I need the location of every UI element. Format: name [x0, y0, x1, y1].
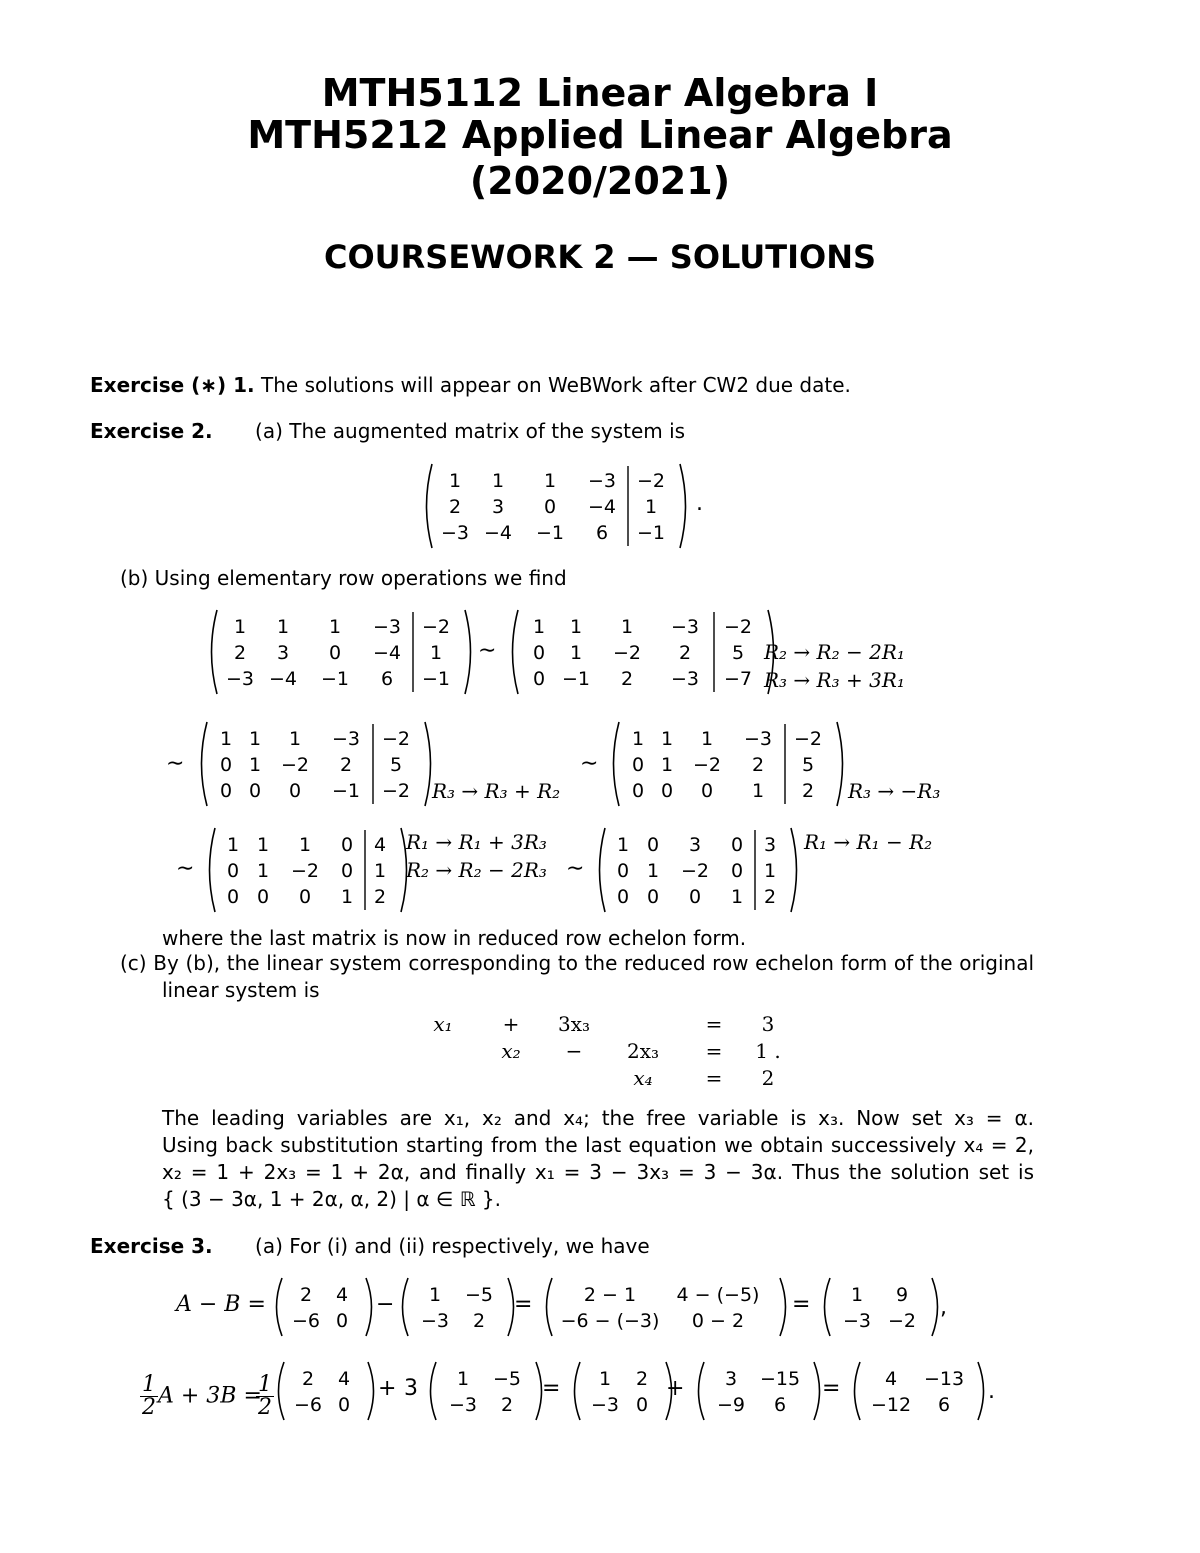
title-course-1: MTH5112 Linear Algebra I [321, 71, 879, 115]
row-op-matrix-3 [607, 720, 849, 812]
exercise-2c-intro [120, 950, 1034, 1004]
matrix-entry: −2 [280, 753, 310, 776]
left-paren [513, 610, 519, 694]
augmented-matrix [420, 462, 692, 554]
matrix-entry: −2 [793, 727, 823, 750]
row-op-6: R₂ → R₂ − 2R₃ [406, 858, 547, 882]
matrix-entry: 1 [429, 641, 443, 664]
matrix-svg [607, 720, 849, 808]
left-paren [614, 722, 620, 806]
matrix-svg [195, 720, 437, 808]
matrix-entry: 0 [730, 833, 744, 856]
matrix-entry: 1 [598, 1367, 612, 1390]
matrix-entry: −3 [670, 615, 700, 638]
matrix-entry: 1 [233, 615, 247, 638]
system-cell [548, 1064, 600, 1091]
matrix-entry: 1 [543, 469, 557, 492]
matrix-entry: 1 [751, 779, 765, 802]
row-op-matrix-4 [203, 826, 413, 918]
matrix-svg [270, 1276, 378, 1338]
half-den: 2 [142, 1395, 156, 1420]
matrix-entry: 0 [635, 1393, 649, 1416]
matrix-svg [506, 608, 780, 696]
matrix-svg [203, 826, 413, 914]
matrix-svg [540, 1276, 792, 1338]
left-paren [600, 828, 606, 912]
matrix-entry: −3 [842, 1309, 872, 1332]
system-cell [474, 1064, 548, 1091]
matrix-entry: 2 [751, 753, 765, 776]
exercise-1-label: Exercise (∗) 1. [90, 373, 255, 397]
matrix-entry: −3 [587, 469, 617, 492]
solution-line-4: { (3 − 3α, 1 + 2α, α, 2) | α ∈ ℝ }. [162, 1187, 502, 1211]
matrix-entry: −3 [372, 615, 402, 638]
matrix-entry: 0 − 2 [691, 1309, 745, 1332]
matrix-entry: 1 [491, 469, 505, 492]
row-op-5: R₁ → R₁ + 3R₃ [406, 830, 547, 854]
matrix-entry: 1 [248, 727, 262, 750]
left-paren [547, 1278, 553, 1336]
matrix-entry: −3 [448, 1393, 478, 1416]
matrix-entry: −6 − (−3) [560, 1309, 660, 1332]
matrix-A-minus-B [818, 1276, 944, 1342]
system-cell: x₄ [633, 1065, 653, 1090]
system-cell: 3x₃ [557, 1011, 591, 1036]
matrix-entry: 3 [763, 833, 777, 856]
matrix-entry: −2 [680, 859, 710, 882]
eq2-period: . [988, 1379, 995, 1404]
matrix-entry: 1 [620, 615, 634, 638]
subtitle: COURSEWORK 2 — SOLUTIONS [323, 238, 877, 276]
matrix-svg [272, 1360, 380, 1422]
matrix-entry: 2 [373, 885, 387, 908]
matrix-entry: 1 [248, 753, 262, 776]
system-cell: = [705, 1011, 723, 1036]
row-op-3: R₃ → R₃ + R₂ [432, 779, 561, 803]
system-row [412, 1064, 794, 1091]
matrix-entry: −12 [870, 1393, 912, 1416]
row-op-2: R₃ → R₃ + 3R₁ [764, 668, 905, 692]
system-cell: 3 [761, 1011, 775, 1036]
similar-symbol-3: ∼ [580, 751, 599, 776]
matrix-entry: −2 [421, 615, 451, 638]
row-op-matrix-2 [195, 720, 437, 812]
left-paren [575, 1362, 581, 1420]
exercise-2c-line-1: (c) By (b), the linear system corresponding to the reduced row echelon form of the original [120, 951, 1034, 975]
left-paren [279, 1362, 285, 1420]
left-paren [825, 1278, 831, 1336]
half-num: 1 [142, 1372, 156, 1397]
eq2-three: 3 [404, 1376, 418, 1401]
matrix-svg [818, 1276, 944, 1338]
matrix-entry: −1 [561, 667, 591, 690]
system-cell: = [705, 1038, 723, 1063]
matrix-entry: 0 [226, 885, 240, 908]
matrix-entry: 0 [646, 833, 660, 856]
system-row [412, 1037, 794, 1064]
matrix-entry: 1 [644, 495, 658, 518]
matrix-entry: 1 [256, 833, 270, 856]
matrix-result-2 [848, 1360, 990, 1426]
matrix-svg [692, 1360, 826, 1422]
matrix-entry: −1 [331, 779, 361, 802]
exercise-2c-solution [162, 1105, 1034, 1213]
system-cell: − [565, 1038, 583, 1063]
matrix-entry: −3 [225, 667, 255, 690]
matrix-entry: 2 [299, 1283, 313, 1306]
matrix-svg [424, 1360, 548, 1422]
eq2-lhs-tail: A + 3B = [158, 1383, 262, 1409]
system-cell [412, 1037, 474, 1064]
matrix-svg [593, 826, 803, 914]
matrix-entry: 2 [500, 1393, 514, 1416]
matrix-entry: −3 [743, 727, 773, 750]
matrix-entry: −1 [421, 667, 451, 690]
matrix-entry: −15 [759, 1367, 801, 1390]
matrix-entry: 1 [219, 727, 233, 750]
right-paren [465, 610, 471, 694]
matrix-entry: 1 [298, 833, 312, 856]
matrix-entry: 0 [340, 833, 354, 856]
row-op-7: R₁ → R₁ − R₂ [804, 830, 933, 854]
matrix-half-A [568, 1360, 678, 1426]
row-op-matrix-5 [593, 826, 803, 918]
exercise-1 [90, 373, 851, 397]
row-op-1: R₂ → R₂ − 2R₁ [764, 640, 905, 664]
matrix-entry: 5 [389, 753, 403, 776]
matrix-entry: −7 [723, 667, 753, 690]
matrix-entry: −3 [420, 1309, 450, 1332]
matrix-entry: −3 [590, 1393, 620, 1416]
left-paren [212, 610, 218, 694]
title-course-2: MTH5212 Applied Linear Algebra [247, 113, 953, 157]
matrix-entry: 1 [763, 859, 777, 882]
matrix-entry: 0 [646, 885, 660, 908]
matrix-svg [420, 462, 692, 550]
eq1-comma: , [940, 1295, 947, 1320]
system-cell: x₁ [433, 1011, 453, 1036]
half-fraction-lhs [140, 1374, 158, 1419]
matrix-entry: 1 [850, 1283, 864, 1306]
left-paren [431, 1362, 437, 1420]
half-den-2: 2 [258, 1395, 272, 1420]
matrix-entry: 4 − (−5) [676, 1283, 760, 1306]
matrix-entry: −1 [535, 521, 565, 544]
solution-line-2: Using back substitution starting from the last equation we obtain successively x₄ = 2, [162, 1133, 1034, 1157]
system-cell: + [502, 1011, 520, 1036]
matrix-B-2 [424, 1360, 548, 1426]
matrix-entry: −9 [716, 1393, 746, 1416]
reduced-linear-system [412, 1010, 794, 1091]
eq1-minus: − [376, 1292, 395, 1317]
right-paren [814, 1362, 820, 1420]
system-row [412, 1010, 794, 1037]
right-paren [978, 1362, 984, 1420]
matrix-entry: 1 [340, 885, 354, 908]
half-num-2: 1 [258, 1372, 272, 1397]
solution-line-1: The leading variables are x₁, x₂ and x₄; the free variable is x₃. Now set x₃ = α. [162, 1106, 1034, 1130]
right-paren [366, 1278, 372, 1336]
matrix-entry: 2 [448, 495, 462, 518]
exercise-1-text: The solutions will appear on WeBWork after CW2 due date. [261, 373, 851, 397]
matrix-entry: −1 [320, 667, 350, 690]
matrix-entry: 0 [335, 1309, 349, 1332]
matrix-entry: 0 [543, 495, 557, 518]
matrix-entry: −2 [290, 859, 320, 882]
system-cell: 1 . [755, 1038, 781, 1063]
matrix-entry: 1 [428, 1283, 442, 1306]
matrix-entry: 2 [233, 641, 247, 664]
matrix-entry: 0 [631, 779, 645, 802]
matrix-svg [396, 1276, 520, 1338]
matrix-entry: 2 [801, 779, 815, 802]
matrix-entry: −4 [372, 641, 402, 664]
matrix-entry: 1 [631, 727, 645, 750]
matrix-entry: 0 [256, 885, 270, 908]
solution-line-3: x₂ = 1 + 2x₃ = 1 + 2α, and finally x₁ = 3 − 3x₃ = 3 − 3α. Thus the solution set is [162, 1160, 1034, 1184]
matrix-entry: 0 [631, 753, 645, 776]
matrix-entry: 1 [532, 615, 546, 638]
matrix-entry: 0 [532, 667, 546, 690]
matrix-entry: 0 [660, 779, 674, 802]
left-paren [427, 464, 433, 548]
right-paren [932, 1278, 938, 1336]
matrix-entry: 0 [532, 641, 546, 664]
eq1-equals-1: = [514, 1292, 533, 1317]
system-cell: 2 [761, 1065, 775, 1090]
matrix-entry: −3 [331, 727, 361, 750]
matrix-entry: 0 [219, 779, 233, 802]
matrix-entry: 0 [288, 779, 302, 802]
matrix-entry: 6 [380, 667, 394, 690]
matrix-entry: 2 [635, 1367, 649, 1390]
matrix-entry: 2 − 1 [583, 1283, 637, 1306]
exercise-3-label: Exercise 3. [90, 1234, 213, 1258]
eq1-equals-2: = [792, 1292, 811, 1317]
matrix-entry: −2 [692, 753, 722, 776]
similar-symbol-1: ∼ [478, 638, 497, 663]
system-cell: x₂ [501, 1038, 521, 1063]
matrix-entry: 1 [569, 615, 583, 638]
eq2-equals-1: = [542, 1376, 561, 1401]
left-paren [210, 828, 216, 912]
matrix-entry: 4 [335, 1283, 349, 1306]
matrix-entry: 2 [301, 1367, 315, 1390]
matrix-three-B [692, 1360, 826, 1426]
matrix-entry: −2 [887, 1309, 917, 1332]
matrix-entry: 1 [660, 753, 674, 776]
matrix-entry: 1 [700, 727, 714, 750]
matrix-entry: −2 [636, 469, 666, 492]
right-paren [368, 1362, 374, 1420]
exercise-2c-line-2: linear system is [162, 978, 320, 1002]
exercise-2a-text: (a) The augmented matrix of the system is [255, 419, 686, 443]
matrix-entry: −6 [293, 1393, 323, 1416]
left-paren [699, 1362, 705, 1420]
matrix-entry: 3 [688, 833, 702, 856]
right-paren [536, 1362, 542, 1420]
matrix-entry: 1 [616, 833, 630, 856]
augmented-period: . [696, 491, 703, 516]
matrix-entry: 3 [491, 495, 505, 518]
matrix-entry: 2 [678, 641, 692, 664]
row-op-matrix-1 [506, 608, 780, 700]
matrix-entry: 0 [328, 641, 342, 664]
left-paren [855, 1362, 861, 1420]
matrix-entry: 1 [276, 615, 290, 638]
left-paren [277, 1278, 283, 1336]
matrix-entry: 1 [288, 727, 302, 750]
matrix-entry: 2 [620, 667, 634, 690]
matrix-A [270, 1276, 378, 1342]
eq2-plus-1: + [378, 1376, 397, 1401]
matrix-entry: 1 [226, 833, 240, 856]
matrix-entry: −2 [723, 615, 753, 638]
right-paren [680, 464, 686, 548]
matrix-entry: 0 [226, 859, 240, 882]
left-paren [403, 1278, 409, 1336]
matrix-entry: −2 [381, 727, 411, 750]
exercise-2b-text: (b) Using elementary row operations we find [120, 566, 567, 590]
matrix-entry: 6 [773, 1393, 787, 1416]
matrix-entry: 0 [616, 885, 630, 908]
matrix-entry: 1 [256, 859, 270, 882]
matrix-entry: 1 [569, 641, 583, 664]
matrix-entry: 1 [456, 1367, 470, 1390]
eq2-plus-2: + [666, 1376, 685, 1401]
matrix-B [396, 1276, 520, 1342]
title-year: (2020/2021) [469, 159, 731, 203]
rref-note: where the last matrix is now in reduced row echelon form. [162, 926, 747, 950]
matrix-entry: 5 [731, 641, 745, 664]
matrix-entry: 1 [646, 859, 660, 882]
matrix-entry: −3 [670, 667, 700, 690]
eq1-lhs: A − B = [176, 1292, 266, 1317]
system-cell [600, 1010, 686, 1037]
similar-symbol-2: ∼ [166, 751, 185, 776]
matrix-entry: 1 [373, 859, 387, 882]
matrix-entry: 2 [763, 885, 777, 908]
matrix-entry: 2 [472, 1309, 486, 1332]
matrix-entry: 9 [895, 1283, 909, 1306]
right-paren [837, 722, 843, 806]
matrix-entry: −4 [587, 495, 617, 518]
right-paren [791, 828, 797, 912]
matrix-entry: −2 [381, 779, 411, 802]
matrix-entry: 1 [448, 469, 462, 492]
right-paren [508, 1278, 514, 1336]
matrix-entry: −6 [291, 1309, 321, 1332]
exercise-3a-text: (a) For (i) and (ii) respectively, we have [255, 1234, 650, 1258]
matrix-svg [848, 1360, 990, 1422]
matrix-entry: −5 [464, 1283, 494, 1306]
right-paren [780, 1278, 786, 1336]
matrix-entry: 0 [337, 1393, 351, 1416]
similar-symbol-5: ∼ [566, 856, 585, 881]
matrix-entry: 4 [373, 833, 387, 856]
matrix-entry: 0 [248, 779, 262, 802]
matrix-entry: 1 [328, 615, 342, 638]
matrix-A-2 [272, 1360, 380, 1426]
matrix-entry: 0 [298, 885, 312, 908]
exercise-2-heading [90, 419, 685, 443]
similar-symbol-4: ∼ [176, 856, 195, 881]
matrix-entry: −3 [440, 521, 470, 544]
matrix-entry: 0 [219, 753, 233, 776]
row-op-matrix-start [205, 608, 477, 700]
matrix-entry: −5 [492, 1367, 522, 1390]
matrix-svg [568, 1360, 678, 1422]
matrix-entry: −4 [483, 521, 513, 544]
matrix-entry: 6 [937, 1393, 951, 1416]
matrix-entry: 4 [337, 1367, 351, 1390]
right-paren [425, 722, 431, 806]
system-cell [412, 1064, 474, 1091]
matrix-entry: 1 [660, 727, 674, 750]
matrix-entry: −1 [636, 521, 666, 544]
matrix-entry: 0 [688, 885, 702, 908]
matrix-svg [205, 608, 477, 696]
matrix-entry: 4 [884, 1367, 898, 1390]
matrix-entry: 6 [595, 521, 609, 544]
matrix-entry: 2 [339, 753, 353, 776]
matrix-entry: 0 [616, 859, 630, 882]
exercise-2-label: Exercise 2. [90, 419, 213, 443]
matrix-entry: 5 [801, 753, 815, 776]
matrix-difference [540, 1276, 792, 1342]
eq2-equals-2: = [822, 1376, 841, 1401]
left-paren [202, 722, 208, 806]
matrix-entry: 3 [276, 641, 290, 664]
matrix-entry: −4 [268, 667, 298, 690]
matrix-entry: 0 [730, 859, 744, 882]
matrix-entry: −2 [612, 641, 642, 664]
system-cell: 2x₃ [626, 1038, 660, 1063]
matrix-entry: 1 [730, 885, 744, 908]
row-op-4: R₃ → −R₃ [848, 779, 941, 803]
system-cell: = [705, 1065, 723, 1090]
matrix-entry: 0 [700, 779, 714, 802]
exercise-3-heading [90, 1234, 650, 1258]
matrix-entry: 0 [340, 859, 354, 882]
matrix-entry: −13 [923, 1367, 965, 1390]
matrix-entry: 3 [724, 1367, 738, 1390]
eq2-lhs [140, 1374, 262, 1419]
